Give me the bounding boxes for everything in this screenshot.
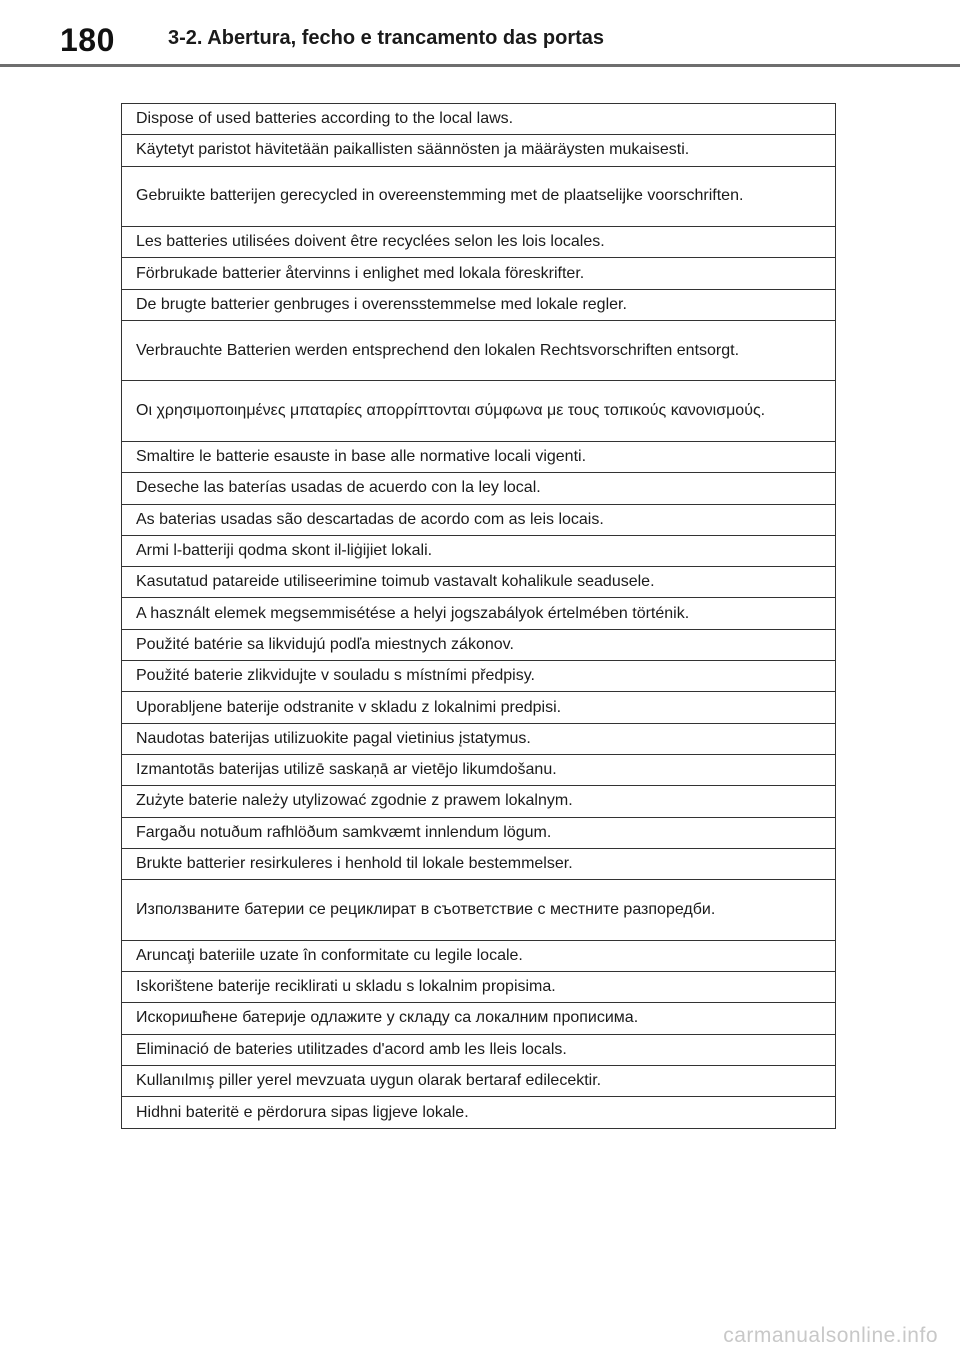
table-row <box>122 880 835 941</box>
battery-disposal-table <box>121 103 836 1129</box>
table-row <box>122 536 835 567</box>
row-text: Kullanılmış piller yerel mevzuata uygun olarak bertaraf edilecektir. <box>136 1071 602 1089</box>
row-text: A használt elemek megsemmisétése a helyi jogszabályok értelmében történik. <box>136 604 690 622</box>
row-text: Smaltire le batterie esauste in base alle normative locali vigenti. <box>136 448 587 466</box>
row-text: Eliminació de bateries utilitzades d'acord amb les lleis locals. <box>136 1040 567 1058</box>
watermark-text: carmanualsonline.info <box>723 1324 938 1347</box>
page-number: 180 <box>60 22 115 58</box>
table-row <box>122 941 835 972</box>
row-text: Brukte batterier resirkuleres i henhold til lokale bestemmelser. <box>136 854 573 872</box>
row-text: De brugte batterier genbruges i overensstemmelse med lokale regler. <box>136 295 627 313</box>
row-text: Gebruikte batterijen gerecycled in overeenstemming met de plaatselijke voorschriften. <box>136 187 744 205</box>
table-row <box>122 381 835 442</box>
table-row <box>122 505 835 536</box>
table-row <box>122 567 835 598</box>
table-row <box>122 135 835 166</box>
table-row <box>122 598 835 629</box>
section-title: 3-2. Abertura, fecho e trancamento das portas <box>168 27 605 49</box>
page-header <box>0 0 960 68</box>
row-text: Použité batérie sa likvidujú podľa miestnych zákonov. <box>136 635 514 653</box>
row-text: Zużyte baterie należy utylizować zgodnie z prawem lokalnym. <box>136 792 573 810</box>
table-row <box>122 258 835 289</box>
row-text: Les batteries utilisées doivent être recyclées selon les lois locales. <box>136 233 605 251</box>
row-text: Förbrukade batterier återvinns i enlighet med lokala föreskrifter. <box>136 264 585 282</box>
row-text: As baterias usadas são descartadas de acordo com as leis locais. <box>136 510 604 528</box>
row-text: Dispose of used batteries according to the local laws. <box>136 110 514 128</box>
row-text: Искоришћене батерије одлажите у складу са локалним прописима. <box>136 1009 639 1027</box>
table-row <box>122 755 835 786</box>
row-text: Použité baterie zlikvidujte v souladu s místními předpisy. <box>136 667 535 685</box>
table-row <box>122 724 835 755</box>
row-text: Kasutatud patareide utiliseerimine toimub vastavalt kohalikule seadusele. <box>136 573 655 591</box>
table-row <box>122 972 835 1003</box>
table-row <box>122 1066 835 1097</box>
row-text: Käytetyt paristot hävitetään paikallisten säännösten ja määräysten mukaisesti. <box>136 141 690 159</box>
table-row <box>122 630 835 661</box>
table-row <box>122 1003 835 1034</box>
table-row <box>122 818 835 849</box>
header-divider <box>0 64 960 67</box>
row-text: Verbrauchte Batterien werden entsprechend den lokalen Rechtsvorschriften entsorgt. <box>136 341 740 359</box>
row-text: Uporabljene baterije odstranite v skladu z lokalnimi predpisi. <box>136 698 562 716</box>
row-text: Iskorištene baterije reciklirati u skladu s lokalnim propisima. <box>136 978 556 996</box>
table-row <box>122 473 835 504</box>
table-row <box>122 849 835 880</box>
row-text: Aruncaţi bateriile uzate în conformitate cu legile locale. <box>136 946 523 964</box>
table-row <box>122 104 835 135</box>
table-row <box>122 692 835 723</box>
table-row <box>122 321 835 382</box>
row-text: Οι χρησιμοποιημένες μπαταρίες απορρίπτονται σύμφωνα με τους τοπικούς κανονισμούς. <box>136 402 766 420</box>
table-row <box>122 227 835 258</box>
row-text: Използваните батерии се рециклират в съответствие с местните разпоредби. <box>136 900 716 918</box>
row-text: Armi l-batteriji qodma skont il-liġijiet lokali. <box>136 542 433 560</box>
table-row <box>122 786 835 817</box>
table-row <box>122 661 835 692</box>
row-text: Hidhni bateritë e përdorura sipas ligjeve lokale. <box>136 1103 469 1121</box>
row-text: Naudotas baterijas utilizuokite pagal vietinius įstatymus. <box>136 729 531 747</box>
table-row <box>122 167 835 228</box>
table-row <box>122 442 835 473</box>
table-row <box>122 1097 835 1128</box>
table-row <box>122 1035 835 1066</box>
row-text: Fargaðu notuðum rafhlöðum samkvæmt innlendum lögum. <box>136 823 552 841</box>
row-text: Izmantotās baterijas utilizē saskaņā ar vietējo likumdošanu. <box>136 761 557 779</box>
row-text: Deseche las baterías usadas de acuerdo con la ley local. <box>136 479 541 497</box>
table-row <box>122 290 835 321</box>
